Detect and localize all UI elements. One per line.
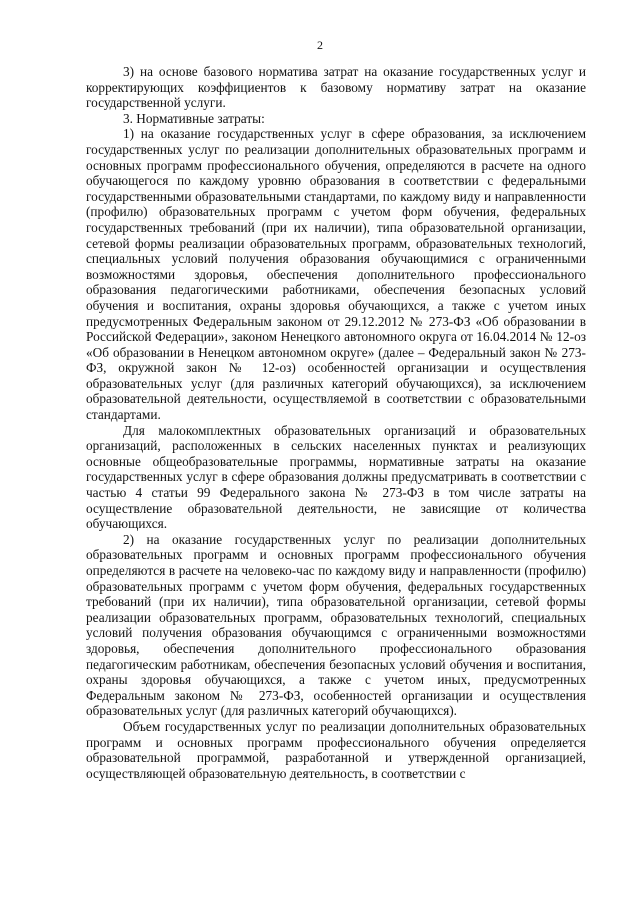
paragraph-education-services: 1) на оказание государственных услуг в сфере образования, за исключением государственных услуг по реализации дополнительных образовательных программ и основных программ профессионального обучения, определяются в расчете на одного обучающегося по каждому уровню образования в соответствии с федеральными государственными образовательными стандартами, по каждому виду и направленности (профилю) образовательных программ с учетом форм обучения, федеральных государственных требований (при их наличии), типа образовательной организации, сетевой формы реализации образовательных программ, образовательных технологий, специальных условий получения образования обучающимися с ограниченными возможностями здоровья, обеспечения дополнительного профессионального образования педагогическими работниками, обеспечения безопасных условий обучения и воспитания, охраны здоровья обучающихся, а также с учетом иных предусмотренных Федеральным законом от 29.12.2012 № 273-ФЗ «Об образовании в Российской Федерации», законом Ненецкого автономного округа от 16.04.2014 № 12-оз «Об образовании в Ненецком автономном округе» (далее – Федеральный закон № 273-ФЗ, окружной закон № 12-оз) особенностей организации и осуществления образовательных услуг (для различных категорий обучающихся), за исключением образовательной деятельности, осуществляемой в соответствии с образовательными стандартами. [86, 126, 586, 423]
paragraph-basic-norm: 3) на основе базового норматива затрат на оказание государственных услуг и корректирующих коэффициентов к базовому нормативу затрат на оказание государственной услуги. [86, 64, 586, 111]
paragraph-service-volume: Объем государственных услуг по реализации дополнительных образовательных программ и основных программ профессионального обучения определяется образовательной программой, разработанной и утвержденной организацией, осуществляющей образовательную деятельность, в соответствии с [86, 718, 586, 781]
document-body [86, 64, 586, 781]
paragraph-normative-costs-heading: 3. Нормативные затраты: [123, 110, 265, 126]
page-number: 2 [317, 38, 323, 52]
paragraph-additional-programs: 2) на оказание государственных услуг по реализации дополнительных образовательных программ и основных программ профессионального обучения определяются в расчете на человеко-час по каждому виду и направленности (профилю) образовательных программ с учетом форм обучения, федеральных государственных требований (при их наличии), типа образовательной организации, сетевой формы реализации образовательных программ, образовательных технологий, специальных условий получения образования обучающимся с ограниченными возможностями здоровья, обеспечения дополнительного профессионального образования педагогическим работникам, обеспечения безопасных условий обучения и воспитания, охраны здоровья обучающихся, а также с учетом иных, предусмотренных Федеральным законом № 273-ФЗ, особенностей организации и осуществления образовательных услуг (для различных категорий обучающихся). [86, 531, 586, 719]
paragraph-small-organizations: Для малокомплектных образовательных организаций и образовательных организаций, расположенных в сельских населенных пунктах и реализующих основные общеобразовательные программы, нормативные затраты на оказание государственных услуг в сфере образования должны предусматривать в соответствии с частью 4 статьи 99 Федерального закона № 273-ФЗ в том числе затраты на осуществление образовательной деятельности, не зависящие от количества обучающихся. [86, 422, 586, 532]
